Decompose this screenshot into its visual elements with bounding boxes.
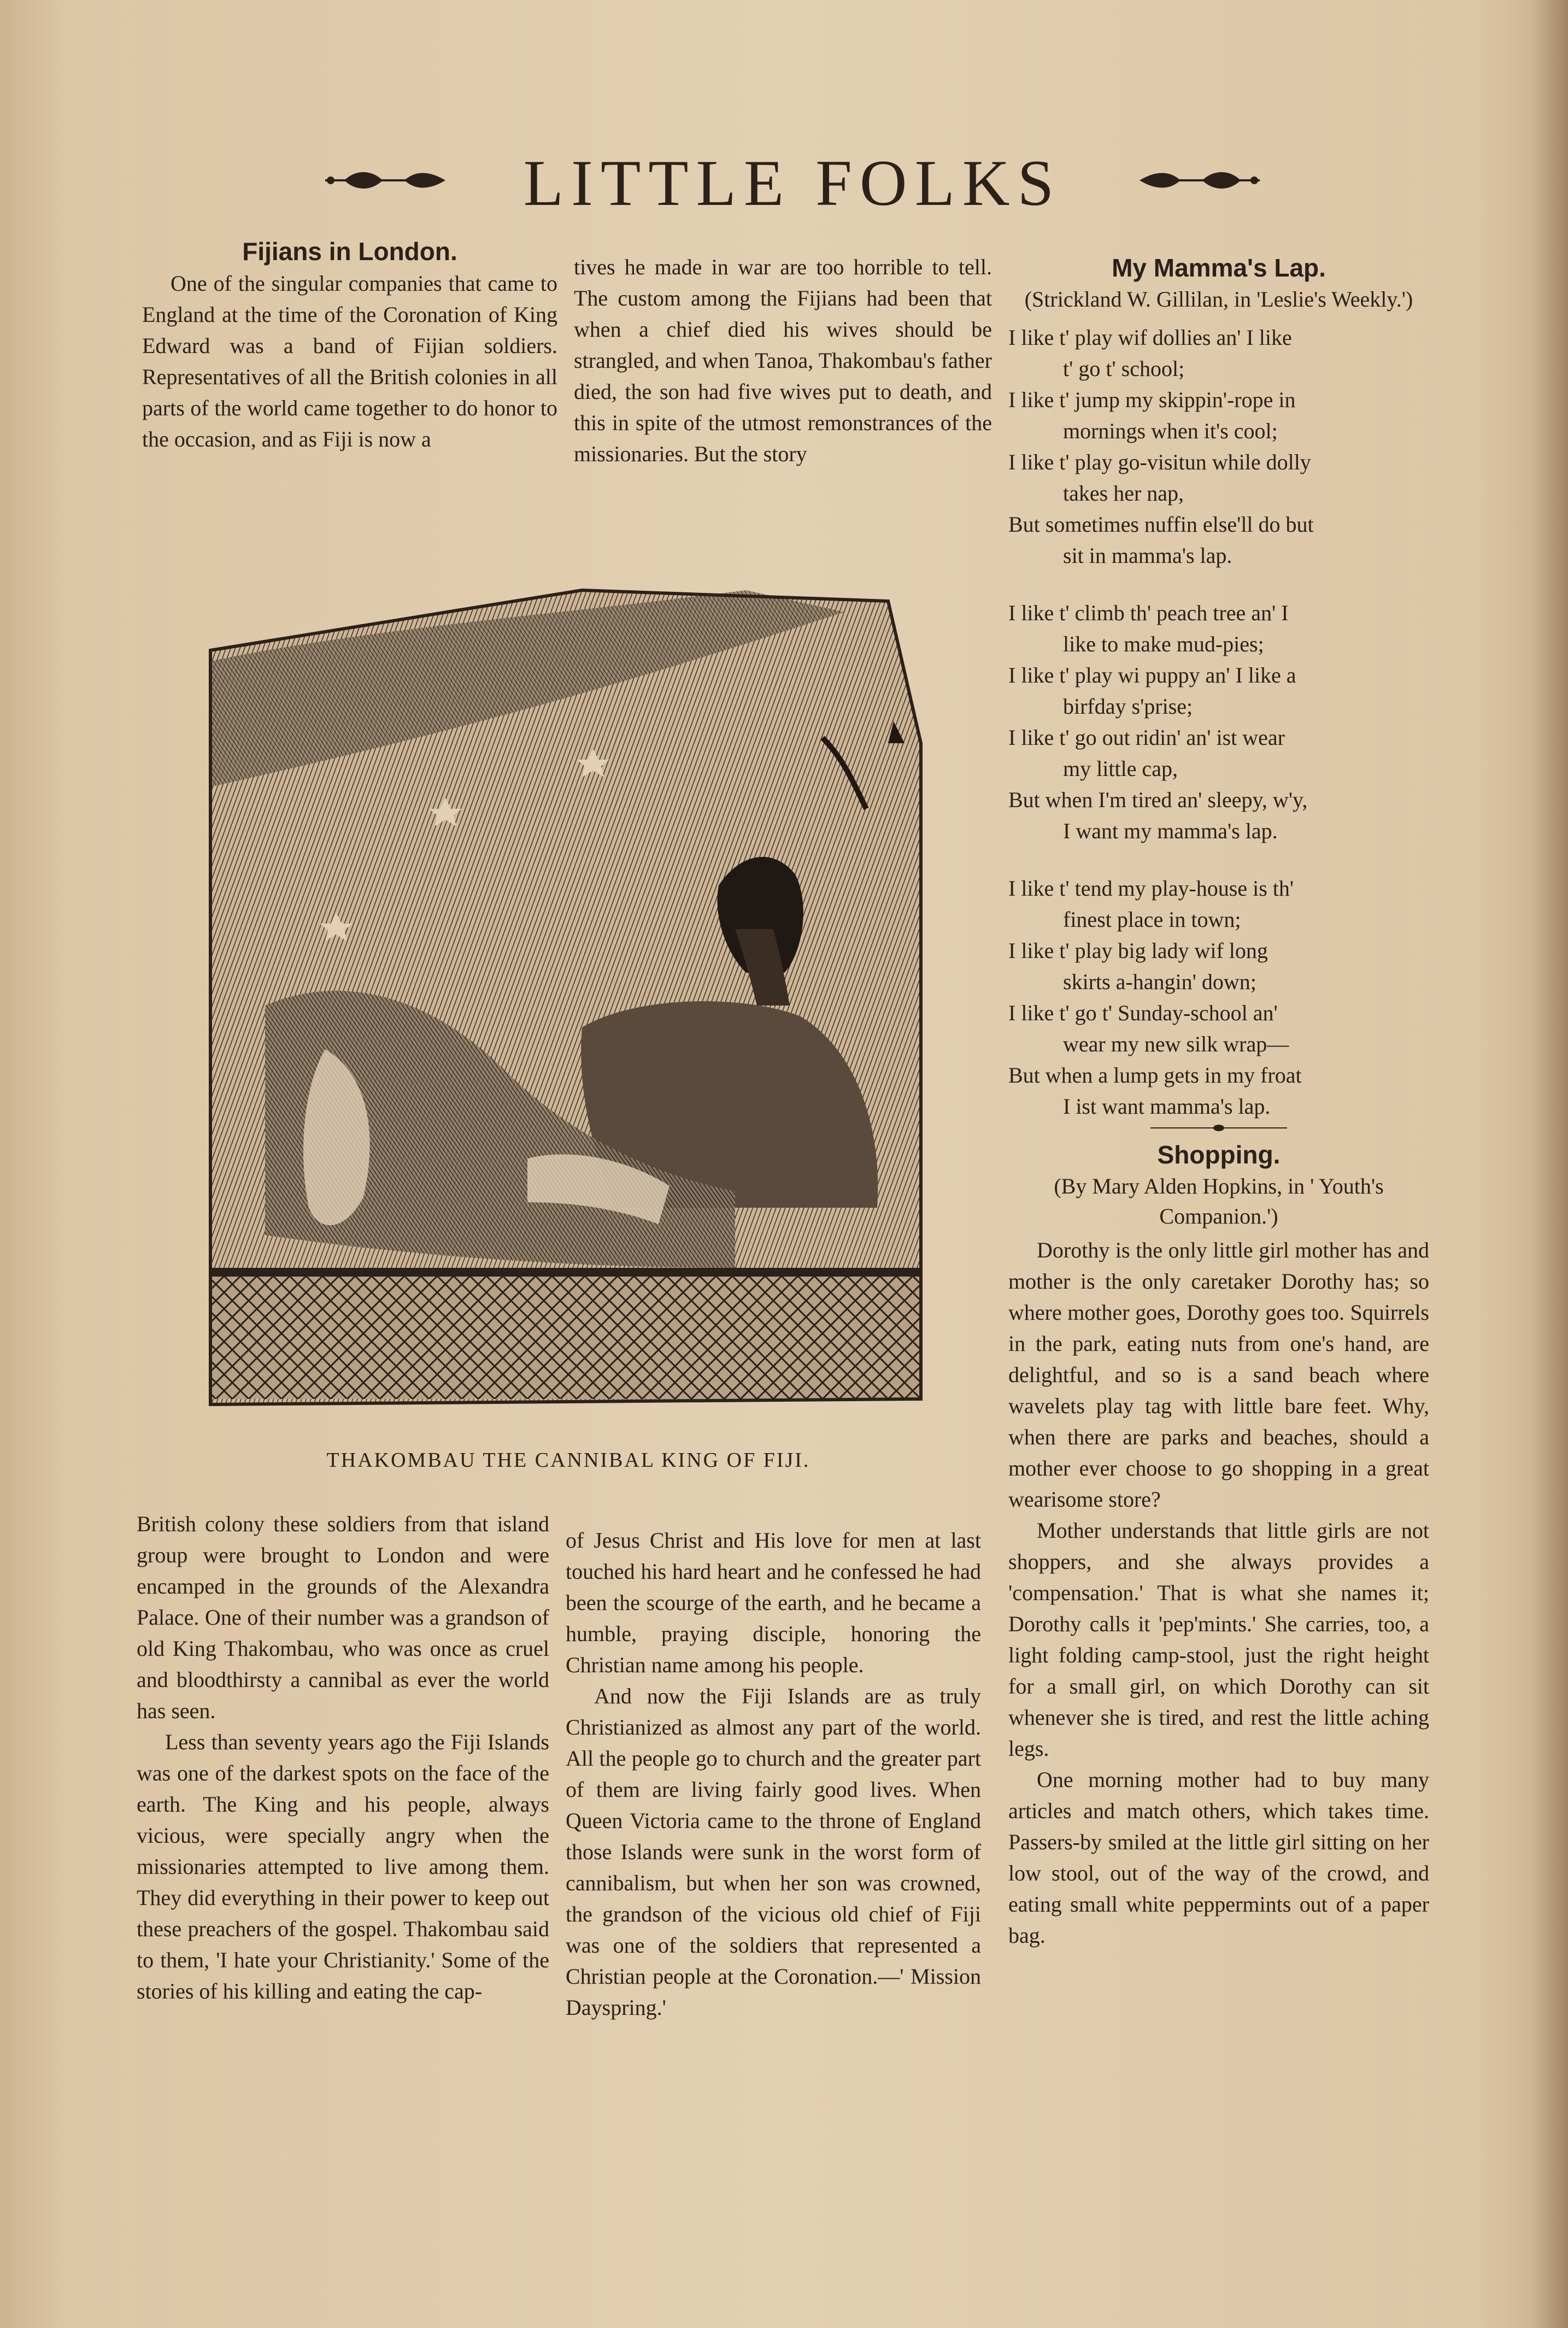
poem-line: I like t' go t' Sunday-school an' — [1008, 1001, 1278, 1025]
poem-attribution: (Strickland W. Gillilan, in 'Leslie's Weekly.') — [1024, 287, 1413, 311]
poem-line: takes her nap, — [1063, 481, 1184, 505]
poem-line: skirts a-hangin' down; — [1063, 969, 1256, 994]
poem-line: wear my new silk wrap— — [1063, 1032, 1289, 1056]
fijians-col1-bottom — [137, 1508, 549, 2007]
poem-line: birfday s'prise; — [1063, 694, 1193, 719]
poem-line: I like t' climb th' peach tree an' I — [1008, 601, 1289, 625]
page-edge-shadow — [1530, 0, 1568, 2328]
poem-line: sit in mamma's lap. — [1063, 543, 1232, 568]
fijians-paragraph-1c: British colony these soldiers from that island group were brought to London and were encamped in the grounds of the Alexandra Palace. One of their number was a grandson of old King Thakombau, who was once as cruel and bloodthirsty a cannibal as ever the world has seen. — [137, 1512, 549, 1723]
poem-line: I want my mamma's lap. — [1063, 819, 1278, 843]
shopping-attribution: (By Mary Alden Hopkins, in ' Youth's Companion.') — [1054, 1174, 1384, 1228]
col3-poem-and-shopping — [1008, 251, 1429, 1951]
section-header — [322, 148, 1262, 219]
thakombau-engraving — [199, 579, 937, 1410]
fijians-paragraph-3: And now the Fiji Islands are as truly Christianized as almost any part of the world. All the people go to church and the greater part of them are living fairly good lives. When Queen Victoria came to the throne of England those Islands were sunk in the worst form of cannibalism, but when her son was crowned, the grandson of the vicious old chief of Fiji was one of the soldiers that represented a Christian people at the Coronation.—' Mission Dayspring.' — [566, 1684, 981, 2020]
shopping-paragraph-3: One morning mother had to buy many articles and match others, which takes time. Passers-by smiled at the little girl sitting on her low stool, out of the way of the crowd, and eating small white peppermints out of a paper bag. — [1008, 1767, 1429, 1948]
poem-line: I like t' tend my play-house is th' — [1008, 876, 1294, 901]
fijians-paragraph-2: Less than seventy years ago the Fiji Islands was one of the darkest spots on the face of the earth. The King and his people, always vicious, were specially angry when the missionaries attempted to live among them. They did everything in their power to keep out these preachers of the gospel. Thakombau said to them, 'I hate your Christianity.' Some of the stories of his killing and eating the cap- — [137, 1730, 549, 2003]
section-divider — [1150, 1127, 1287, 1128]
fijians-col2-bottom — [566, 1525, 981, 2023]
fijians-paragraph-1b: tives he made in war are too horrible to tell. The custom among the Fijians had been that when a chief died his wives should be strangled, and when Tanoa, Thakombau's father died, the son had five wives put to death, and this in spite of the utmost remonstrances of the missionaries. But the story — [574, 255, 992, 466]
shopping-paragraph-1: Dorothy is the only little girl mother has and mother is the only caretaker Dorothy has; so where mother goes, Dorothy goes too. Squirrels in the park, eating nuts from one's hand, are delightful, and so is a sand beach where wavelets play tag with little bare feet. Why, when there are parks and beaches, should a mother ever choose to go shopping in a great wearisome store? — [1008, 1238, 1429, 1512]
poem-line: I like t' go out ridin' an' ist wear — [1008, 725, 1285, 750]
poem-line: I ist want mamma's lap. — [1063, 1094, 1271, 1119]
fijians-paragraph-1d: of Jesus Christ and His love for men at last touched his hard heart and he confessed he had been the scourge of the earth, and he became a humble, praying disciple, honoring the Christian name among his people. — [566, 1528, 981, 1677]
poem-line: my little cap, — [1063, 756, 1178, 781]
poem-line: like to make mud-pies; — [1063, 632, 1264, 656]
fijians-col2-top — [574, 251, 992, 469]
shopping-heading: Shopping. — [1157, 1141, 1281, 1169]
right-ornament-icon — [1137, 164, 1262, 197]
poem-line: I like t' play go-visitun while dolly — [1008, 450, 1311, 474]
fijians-heading: Fijians in London. — [242, 237, 457, 266]
poem-line: I like t' play wif dollies an' I like — [1008, 325, 1292, 350]
fijians-paragraph-1a: One of the singular companies that came to England at the time of the Coronation of King Edward was a band of Fijian soldiers. Representatives of all the British colonies in all parts of the world came together to do honor to the occasion, and as Fiji is now a — [142, 271, 557, 451]
poem-stanza-2 — [1008, 597, 1429, 846]
poem-stanza-1 — [1008, 322, 1429, 571]
poem-line: I like t' jump my skippin'-rope in — [1008, 387, 1296, 412]
poem-line: But when I'm tired an' sleepy, w'y, — [1008, 787, 1308, 812]
page-title: LITTLE FOLKS — [523, 146, 1062, 219]
shopping-paragraph-2: Mother understands that little girls are not shoppers, and she always provides a 'compensation.' That is what she names it; Dorothy calls it 'pep'mints.' She carries, too, a light folding camp-stool, just the right height for a small girl, on which Dorothy can sit whenever she is tired, and rest the little aching legs. — [1008, 1518, 1429, 1761]
poem-line: mornings when it's cool; — [1063, 419, 1278, 443]
poem-line: t' go t' school; — [1063, 356, 1185, 381]
poem-line: But when a lump gets in my froat — [1008, 1063, 1302, 1087]
poem-line: I like t' play big lady wif long — [1008, 938, 1268, 963]
poem-line: I like t' play wi puppy an' I like a — [1008, 663, 1296, 687]
poem-stanza-3 — [1008, 873, 1429, 1122]
poem-line: But sometimes nuffin else'll do but — [1008, 512, 1314, 537]
illustration-caption: THAKOMBAU THE CANNIBAL KING OF FIJI. — [326, 1449, 811, 1472]
poem-heading: My Mamma's Lap. — [1112, 254, 1326, 282]
poem-line: finest place in town; — [1063, 907, 1241, 932]
fijians-col1-top — [142, 235, 557, 455]
